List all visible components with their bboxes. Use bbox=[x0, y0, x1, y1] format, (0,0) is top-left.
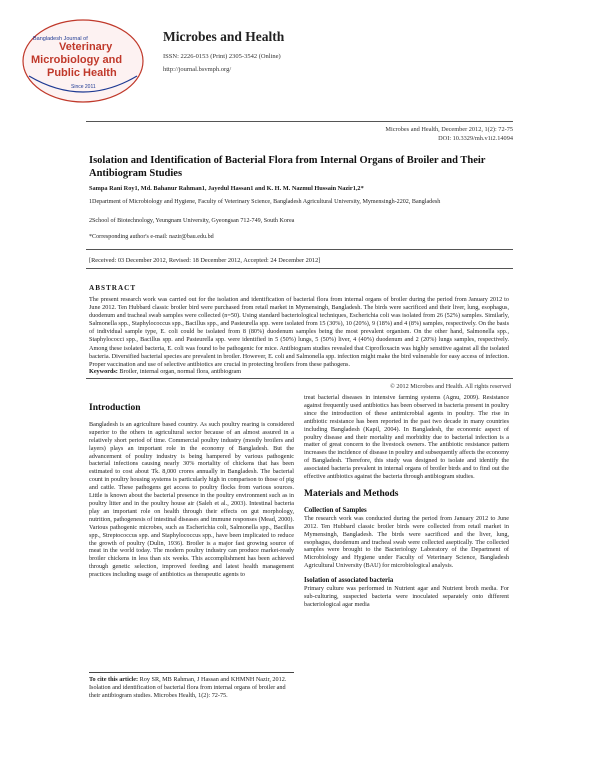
cite-divider bbox=[89, 672, 294, 673]
doi-line[interactable]: DOI: 10.3329/mh.v1i2.14094 bbox=[438, 135, 513, 142]
corresponding-author: *Corresponding author's e-mail: nazir@bau.edu.bd bbox=[89, 234, 214, 240]
cite-this-article bbox=[89, 676, 294, 700]
logo-line-3: Microbiology and bbox=[31, 54, 123, 66]
introduction-paragraph-2: treat bacterial diseases in intensive farming systems (Agnu, 2009). Resistance against frequently used antibiotics has been observed in bacteria present in poultry since the introduction of these antimicrobial agents in poultry. The rise in antibiotic resistance has been reported in the past two decade in many countries including Bangladesh (Kapil, 2004). In Bangladesh, the economic aspect of poultry disease and their mortality and morbidity due to bacterial infection is a matter of great concern to the livestock owners. The antibiotic resistance pattern increases the incidence of disease in poultry and subsequently affects the economy of Bangladesh. Therefore, this study was designed to isolate and identify the associated bacteria prevalent in internal organs of broiler birds and to find out the effective antibiotics against the bacteria through antibiogram studies. bbox=[304, 394, 509, 481]
cite-this-text: Roy SR, MB Rahman, J Hassan and KHMNH Nazir, 2012. Isolation and identification of bacterial flora from internal organs of broiler and their antibiogram studies. Microbes Health, 1(2): 72-75. bbox=[89, 676, 287, 699]
collection-subheading: Collection of Samples bbox=[304, 506, 367, 514]
keywords-text: Broiler, internal organ, normal flora, antibiogram bbox=[119, 368, 242, 375]
right-column bbox=[304, 394, 509, 609]
header-divider bbox=[86, 121, 513, 122]
dates-divider-bottom bbox=[86, 268, 513, 269]
isolation-subheading: Isolation of associated bacteria bbox=[304, 577, 394, 585]
introduction-heading: Introduction bbox=[89, 403, 141, 413]
journal-title: Microbes and Health bbox=[163, 29, 285, 44]
paper-title: Isolation and Identification of Bacterial Flora from Internal Organs of Broiler and Their Antibiogram Studies bbox=[89, 155, 486, 179]
left-column bbox=[89, 405, 294, 579]
logo-line-1: Bangladesh Journal of bbox=[33, 36, 88, 42]
logo-line-2: Veterinary bbox=[59, 41, 113, 53]
dates-divider-top bbox=[86, 249, 513, 250]
abstract-heading: ABSTRACT bbox=[89, 284, 137, 292]
copyright-notice: © 2012 Microbes and Health. All rights reserved bbox=[390, 383, 511, 390]
citation-line-1: Microbes and Health, December 2012, 1(2): 72-75 bbox=[385, 126, 513, 133]
author-list: Sampa Rani Roy1, Md. Bahanur Rahman1, Jayedul Hassan1 and K. H. M. Nazmul Hussain Nazir1,2* bbox=[89, 185, 364, 192]
cite-this-label: To cite this article: bbox=[89, 676, 139, 683]
journal-issn: ISSN: 2226-0153 (Print) 2305-3542 (Online) bbox=[163, 53, 281, 60]
isolation-paragraph: Primary culture was performed in Nutrient agar and Nutrient broth media. For sub-culturing, suspected bacteria were inoculated separately onto different bacteriological agar media bbox=[304, 585, 509, 608]
journal-logo-graphic bbox=[19, 16, 147, 106]
affiliation-2: 2School of Biotechnology, Yeungnam University, Gyeongsan 712-749, South Korea bbox=[89, 218, 295, 224]
methods-heading: Materials and Methods bbox=[304, 488, 399, 499]
journal-url[interactable]: http://journal.bsvmph.org/ bbox=[163, 66, 232, 73]
abstract-text: The present research work was carried out for the isolation and identification of bacterial flora from internal organs of broiler during the period from January 2012 to June 2012. Ten Hubbard classic broiler bird were purchased from retail market in Mymensingh, Bangladesh. The birds were sacrificed and their liver, lung, esophagus, duodenum and tracheal swab samples were collected (n=50). Using standard bacteriological techniques, Escherichia coli was isolated from 26 (52%) samples. Similarly, Salmonella spp., Staphylococcus spp., Bacillus spp., and Pasteurella spp. were isolated from 15 (30%), 10 (20%), 9 (18%) and 4 (8%) samples, respectively. On the basis of individual sample type, E. coli could be isolated from 8 (80%) duodenum samples being the most prevalent organism. On the other hand, Salmonella spp., Staphylococci spp., Bacillus spp. and Pasteurella spp. were identified in 5 (50%) lungs, 5 (50%) liver, 4 (40%) duodenum and 2 (20%) lungs samples, respectively. Among these isolated bacteria, E. coli was found to be pathogenic for mice. Antibiogram studies revealed that Ciprofloxacin was highly sensitive against all the isolated bacteria. Diversified bacterial species are prevalent in broiler. However, E. coli and Salmonella spp. infection might make the bird vulnerable for easy access of infection. Proper vaccination and use of selective antibiotics are crucial in protecting broilers from these pathogens. bbox=[89, 296, 509, 368]
journal-logo bbox=[19, 16, 147, 106]
logo-line-4: Public Health bbox=[47, 67, 117, 79]
keywords-label: Keywords: bbox=[89, 368, 118, 375]
received-dates: [Received: 03 December 2012, Revised: 18 December 2012, Accepted: 24 December 2012] bbox=[89, 257, 321, 264]
abstract-divider bbox=[86, 378, 513, 379]
logo-line-5: Since 2011 bbox=[71, 84, 96, 90]
collection-paragraph: The research work was conducted during the period from January 2012 to June 2012. Ten Hubbard classic broiler birds were collected from retail market in Mymensingh, Bangladesh. The birds were sacrificed and the liver, lung, esophagus, duodenum and tracheal swab were collected aseptically. The collected samples were brought to the Bacteriology Laboratory of the Department of Microbiology and Hygiene under Faculty of Veterinary Science, Bangladesh Agricultural University (BAU) for microbiological analysis. bbox=[304, 514, 509, 570]
affiliation-1: 1Department of Microbiology and Hygiene, Faculty of Veterinary Science, Bangladesh Agricultural University, Mymensingh-2202, Bangladesh bbox=[89, 199, 441, 205]
keywords-line bbox=[89, 368, 509, 375]
introduction-paragraph-1: Bangladesh is an agriculture based country. As such poultry rearing is considered superior to the others in agricultural sector because of an almost assured in a relatively short period of time. Commercial poultry industry (mostly broilers and layers) plays an important role in the economy of Bangladesh. But the advancement of poultry industry is being hampered by various pathogenic bacterial infections causing nearly 30% mortality of chickens that has been estimated to cost about Tk. 8,000 crores annually in Bangladesh. The bacterial count in poultry housing systems is particularly high in comparison to those of pig and cattle. These pathogens get access to poultry flocks from various sources. Little is known about the bacterial presence in the poultry environment such as in poultry litter and in the poultry house air (Saleh et al., 2003). Intestinal bacteria play an important role on health through their effects on gut morphology, nutrition, pathogenesis of intestinal diseases and immune responses (Mead, 2000). Various pathogenic microbes, such as Escherichia coli, Salmonella spp., Bacillus spp., Streptococcus spp. and Staphylococcus spp., have been implicated to reduce the growth of poultry (Dulin, 1936). Broiler is a major fast growing source of meat in the world today. The modern poultry industry can produce market-ready broiler chickens in less than six weeks. This accomplishment has been achieved through genetic selection, improved feeding and latest health management practices including usage of antibiotics as therapeutic agents to bbox=[89, 420, 294, 579]
